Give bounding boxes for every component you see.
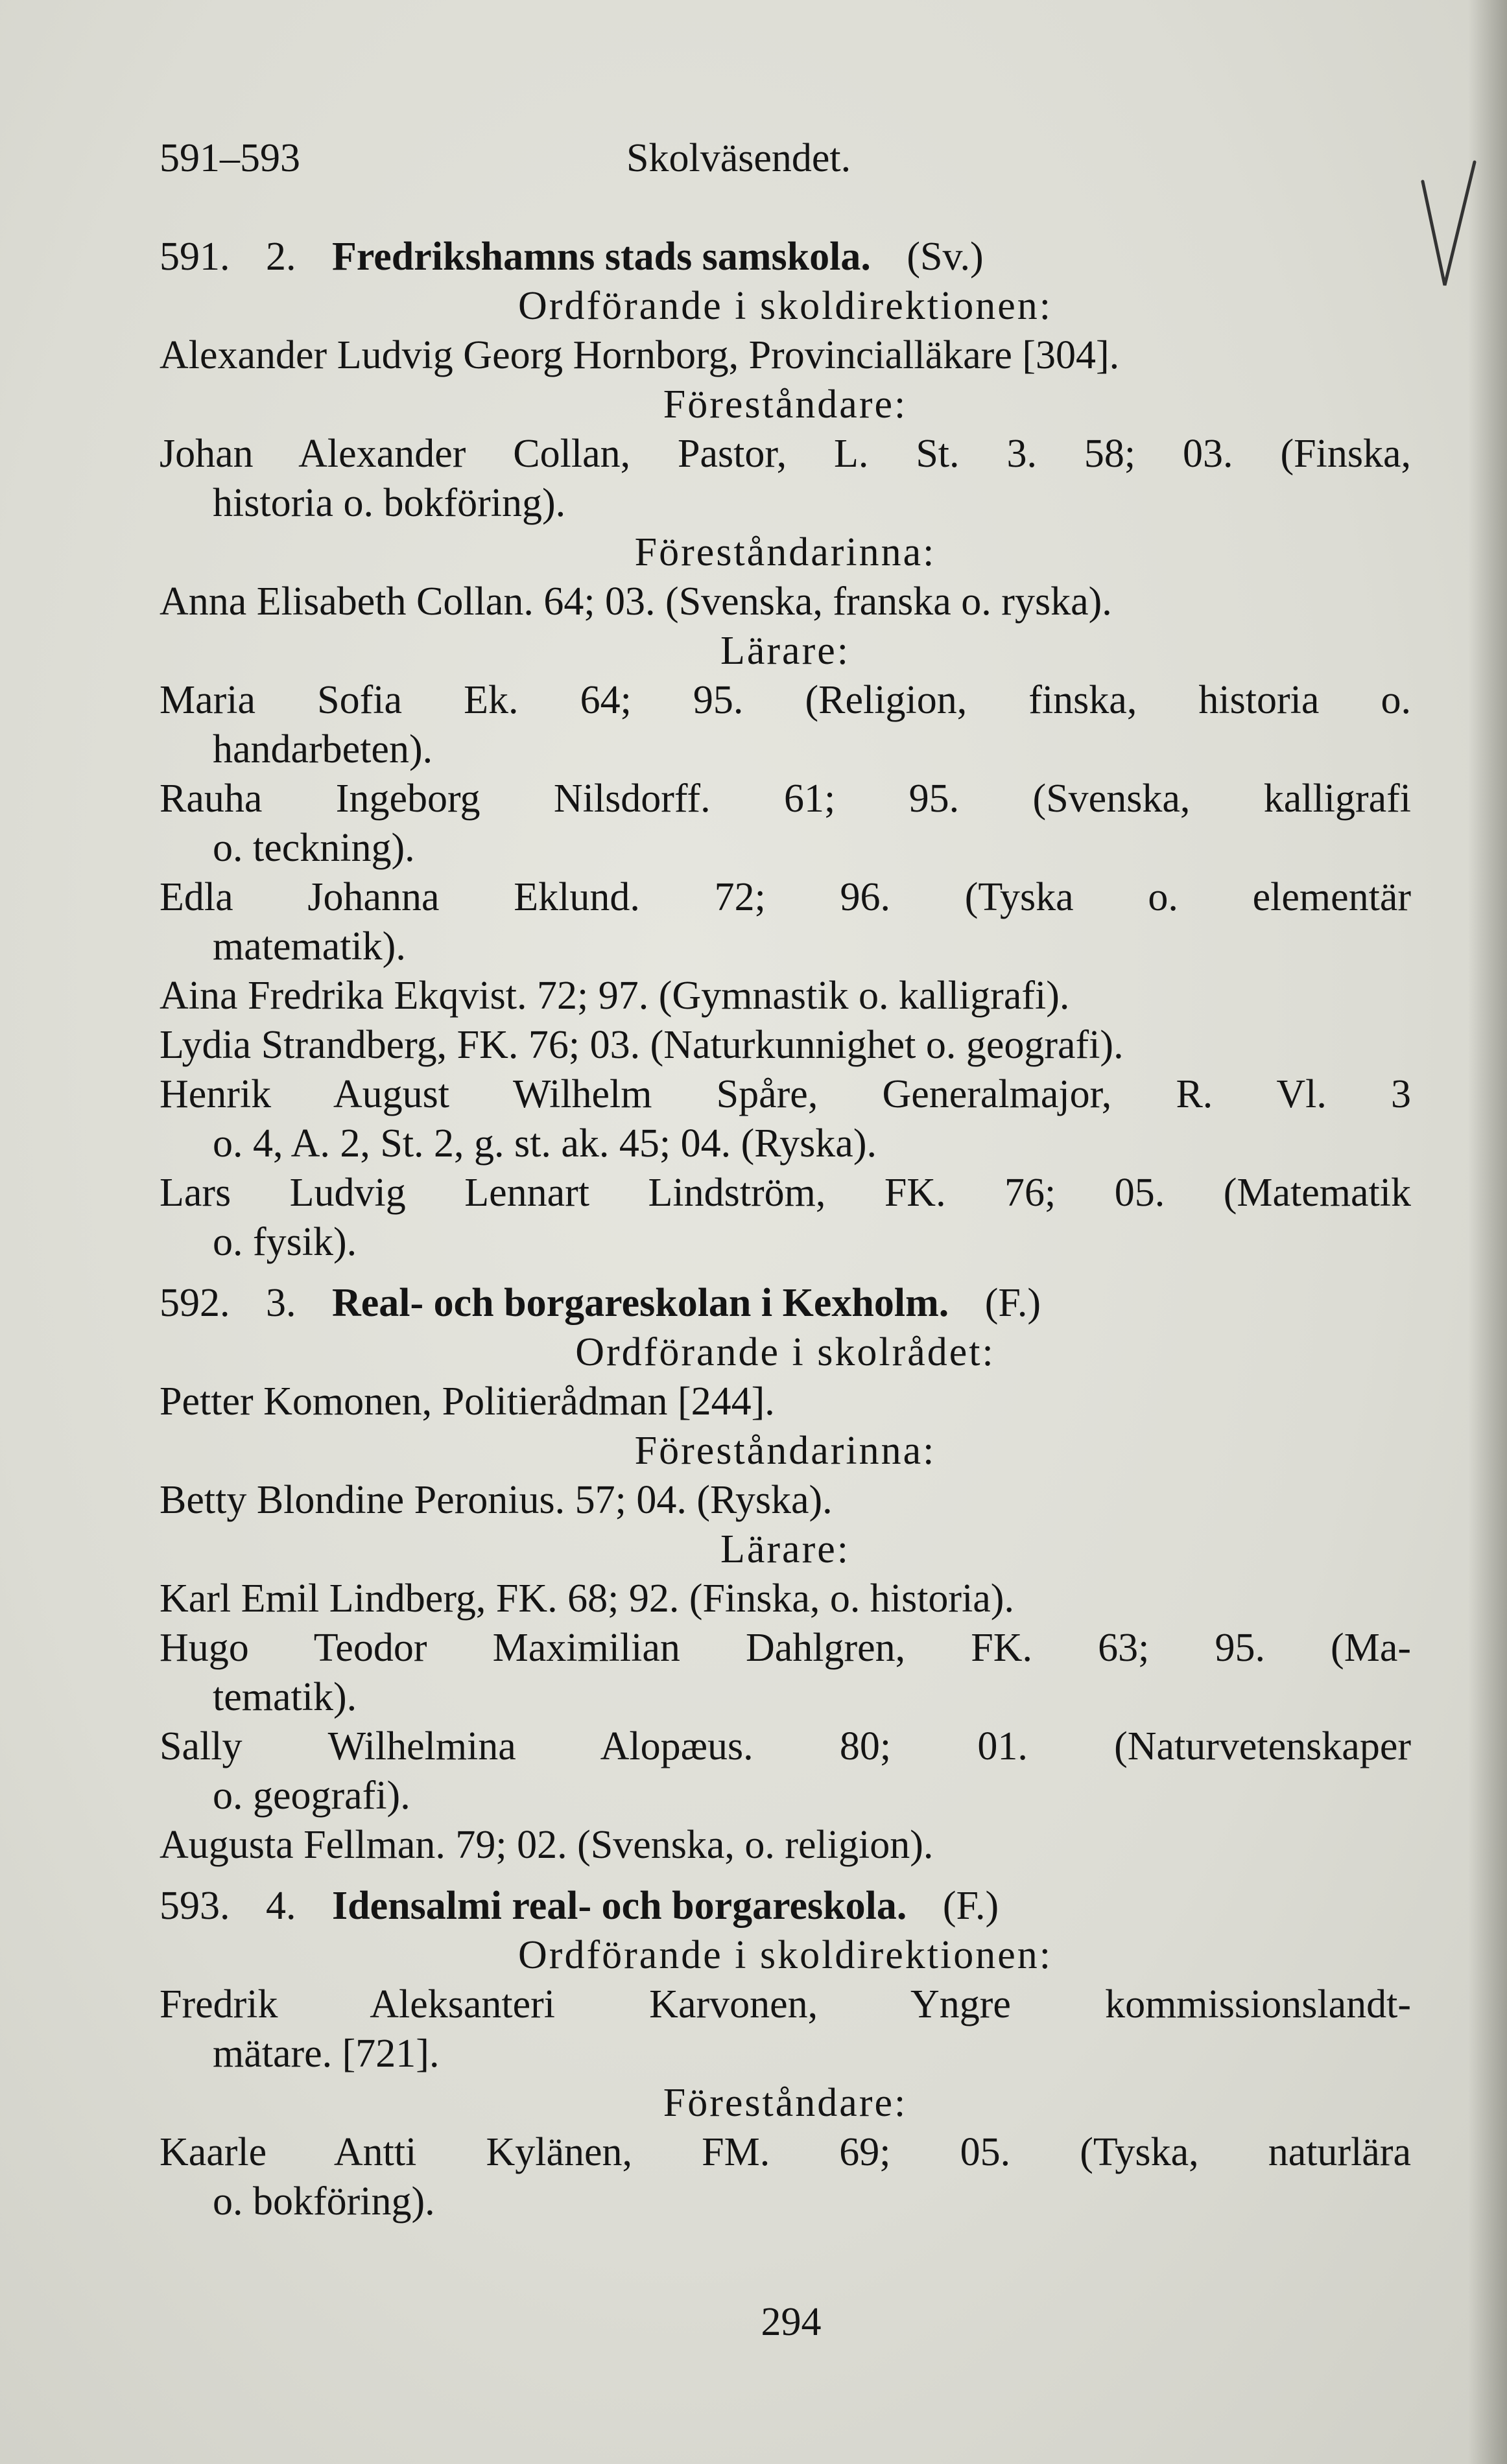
person-line: Augusta Fellman. 79; 02. (Svenska, o. religion). bbox=[160, 1823, 934, 1867]
person-line-continuation: o. bokföring). bbox=[213, 2179, 435, 2223]
entry-number: 592. bbox=[160, 1281, 230, 1325]
school-name: Real- och borgareskolan i Kexholm. bbox=[332, 1281, 949, 1325]
entry-sub-number: 3. bbox=[266, 1281, 296, 1325]
entry-sub-number: 2. bbox=[266, 235, 296, 279]
entry-heading bbox=[160, 1278, 1411, 1328]
person-line: Hugo Teodor Maximilian Dahlgren, FK. 63; 95. (Ma- bbox=[160, 1626, 1411, 1670]
person-line: Lars Ludvig Lennart Lindström, FK. 76; 05. (Matematik bbox=[160, 1171, 1411, 1215]
person-line-continuation: historia o. bokföring). bbox=[213, 481, 566, 525]
role-heading: Föreståndare: bbox=[663, 2081, 908, 2125]
pencil-check-mark-icon bbox=[1419, 156, 1477, 305]
person-line: Johan Alexander Collan, Pastor, L. St. 3. 58; 03. (Finska, bbox=[160, 432, 1411, 476]
person-line-continuation: mätare. [721]. bbox=[213, 2032, 440, 2076]
person-line-continuation: matematik). bbox=[213, 924, 406, 968]
person-line: Fredrik Aleksanteri Karvonen, Yngre kommissionslandt- bbox=[160, 1982, 1411, 2026]
person-line: Lydia Strandberg, FK. 76; 03. (Naturkunnighet o. geografi). bbox=[160, 1023, 1124, 1067]
running-header bbox=[160, 134, 1411, 183]
person-line: Anna Elisabeth Collan. 64; 03. (Svenska, franska o. ryska). bbox=[160, 580, 1112, 624]
person-line: Sally Wilhelmina Alopæus. 80; 01. (Naturvetenskaper bbox=[160, 1724, 1411, 1768]
person-line-continuation: o. fysik). bbox=[213, 1220, 357, 1264]
person-line: Karl Emil Lindberg, FK. 68; 92. (Finska, o. historia). bbox=[160, 1577, 1014, 1621]
entry-number: 591. bbox=[160, 235, 230, 279]
person-line: Edla Johanna Eklund. 72; 96. (Tyska o. elementär bbox=[160, 875, 1411, 919]
entry-heading bbox=[160, 232, 1411, 281]
person-line-continuation: tematik). bbox=[213, 1675, 357, 1719]
role-heading: Föreståndarinna: bbox=[634, 530, 936, 574]
person-line-continuation: o. 4, A. 2, St. 2, g. st. ak. 45; 04. (Ryska). bbox=[213, 1121, 877, 1166]
person-line: Alexander Ludvig Georg Hornborg, Provincialläkare [304]. bbox=[160, 333, 1120, 377]
role-heading: Ordförande i skoldirektionen: bbox=[518, 284, 1052, 328]
person-line: Aina Fredrika Ekqvist. 72; 97. (Gymnastik o. kalligrafi). bbox=[160, 974, 1070, 1018]
person-line: Rauha Ingeborg Nilsdorff. 61; 95. (Svenska, kalligrafi bbox=[160, 777, 1411, 821]
entry-sub-number: 4. bbox=[266, 1884, 296, 1928]
person-line: Petter Komonen, Politierådman [244]. bbox=[160, 1379, 775, 1424]
person-line: Betty Blondine Peronius. 57; 04. (Ryska). bbox=[160, 1478, 833, 1522]
school-name: Idensalmi real- och borgareskola. bbox=[332, 1884, 907, 1928]
entry-number: 593. bbox=[160, 1884, 230, 1928]
person-line-continuation: o. geografi). bbox=[213, 1774, 410, 1818]
role-heading: Lärare: bbox=[720, 1527, 850, 1571]
person-line-continuation: handarbeten). bbox=[213, 727, 433, 771]
page-edge-shadow bbox=[1468, 0, 1507, 2464]
role-heading: Föreståndare: bbox=[663, 382, 908, 427]
role-heading: Föreståndarinna: bbox=[634, 1429, 936, 1473]
header-page-range: 591–593 bbox=[160, 136, 300, 180]
role-heading: Ordförande i skoldirektionen: bbox=[518, 1933, 1052, 1977]
role-heading: Ordförande i skolrådet: bbox=[575, 1330, 995, 1374]
school-name: Fredrikshamns stads samskola. bbox=[332, 235, 871, 279]
role-heading: Lärare: bbox=[720, 629, 850, 673]
header-section-title: Skolväsendet. bbox=[626, 136, 851, 180]
entry-heading bbox=[160, 1881, 1411, 1930]
school-language: (F.) bbox=[942, 1884, 999, 1928]
page-number: 294 bbox=[761, 2300, 822, 2344]
person-line: Kaarle Antti Kylänen, FM. 69; 05. (Tyska, naturlära bbox=[160, 2130, 1411, 2174]
school-language: (F.) bbox=[984, 1281, 1041, 1325]
person-line: Maria Sofia Ek. 64; 95. (Religion, finska, historia o. bbox=[160, 678, 1411, 722]
school-language: (Sv.) bbox=[907, 235, 984, 279]
person-line-continuation: o. teckning). bbox=[213, 826, 415, 870]
person-line: Henrik August Wilhelm Spåre, Generalmajor, R. Vl. 3 bbox=[160, 1072, 1411, 1116]
